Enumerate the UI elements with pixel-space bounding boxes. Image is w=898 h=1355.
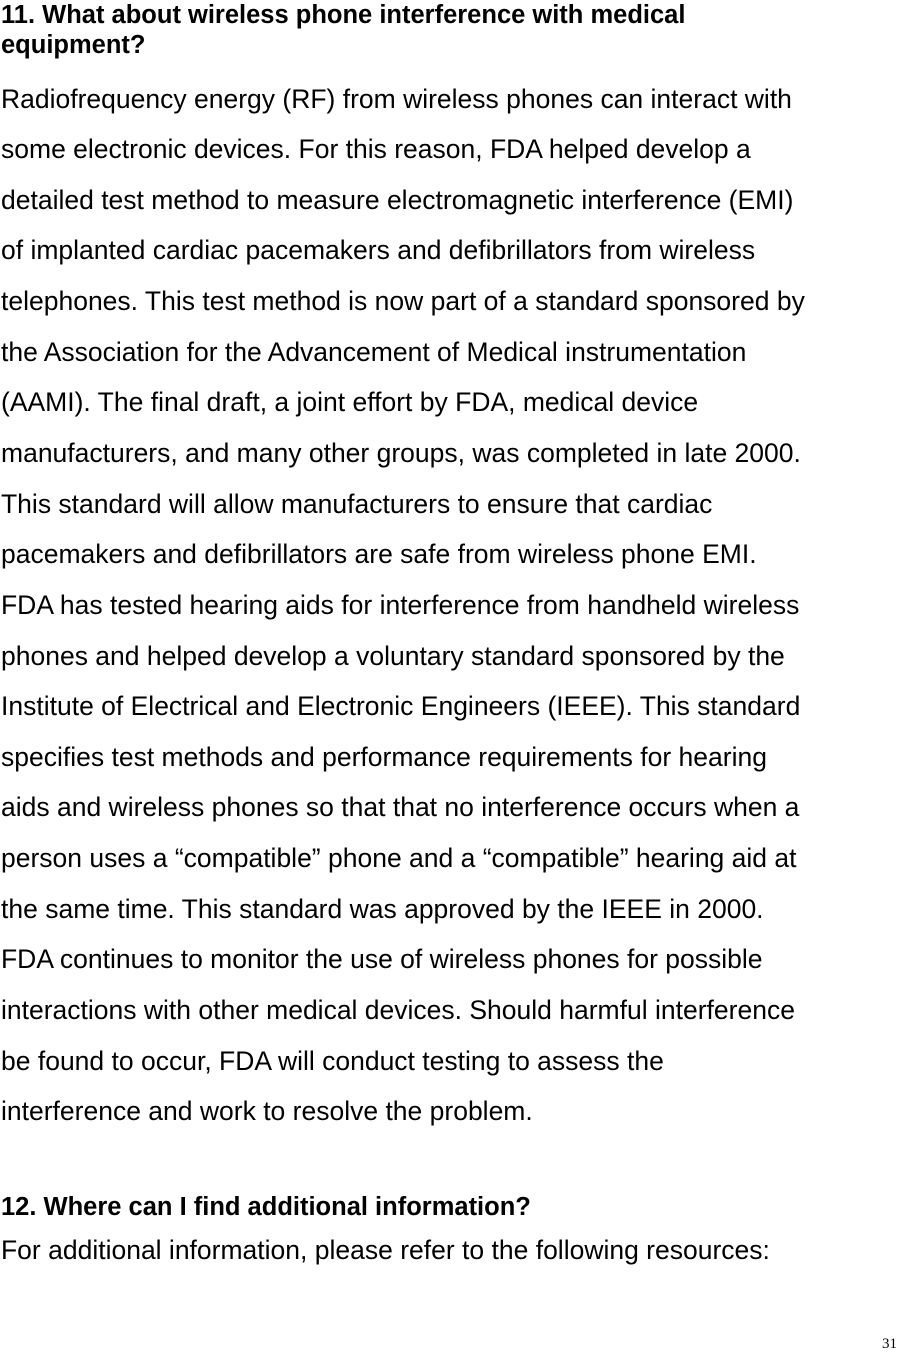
section-11-text-line: the same time. This standard was approved by the IEEE in 2000. — [1, 894, 764, 924]
section-11-text-line: interference and work to resolve the problem. — [1, 1096, 533, 1126]
section-12-heading: 12. Where can I find additional information? — [1, 1193, 531, 1221]
section-11-text-line: detailed test method to measure electromagnetic interference (EMI) — [1, 185, 794, 215]
section-11-text-line: pacemakers and defibrillators are safe from wireless phone EMI. — [1, 539, 757, 569]
section-11-text-line: FDA continues to monitor the use of wireless phones for possible — [1, 944, 763, 974]
section-11-text-line: be found to occur, FDA will conduct testing to assess the — [1, 1046, 664, 1076]
section-11-text-line: (AAMI). The final draft, a joint effort by FDA, medical device — [1, 387, 699, 417]
section-11-text-line: aids and wireless phones so that that no interference occurs when a — [1, 792, 800, 822]
section-11-text-line: This standard will allow manufacturers to ensure that cardiac — [1, 489, 713, 519]
section-11-text-line: person uses a “compatible” phone and a “compatible” hearing aid at — [1, 843, 797, 873]
section-11-text-line: FDA has tested hearing aids for interference from handheld wireless — [1, 590, 800, 620]
section-11-heading-line-1: 11. What about wireless phone interference with medical — [1, 1, 686, 29]
section-11-text-line: Radiofrequency energy (RF) from wireless phones can interact with — [1, 84, 792, 114]
section-11-text-line: phones and helped develop a voluntary standard sponsored by the — [1, 641, 785, 671]
section-11-text-line: some electronic devices. For this reason, FDA helped develop a — [1, 134, 751, 164]
section-11-text-line: telephones. This test method is now part of a standard sponsored by — [1, 286, 805, 316]
page-number: 31 — [882, 1336, 897, 1352]
section-11-text-line: of implanted cardiac pacemakers and defibrillators from wireless — [1, 235, 756, 265]
section-11-text-line: the Association for the Advancement of Medical instrumentation — [1, 337, 747, 367]
section-11-text-line: interactions with other medical devices. Should harmful interference — [1, 995, 795, 1025]
section-11-text-line: specifies test methods and performance requirements for hearing — [1, 742, 767, 772]
section-11-text-line: manufacturers, and many other groups, was completed in late 2000. — [1, 438, 801, 468]
section-11-text-line: Institute of Electrical and Electronic Engineers (IEEE). This standard — [1, 691, 801, 721]
section-11-heading-line-2: equipment? — [1, 31, 146, 59]
section-12-text: For additional information, please refer to the following resources: — [1, 1235, 770, 1265]
